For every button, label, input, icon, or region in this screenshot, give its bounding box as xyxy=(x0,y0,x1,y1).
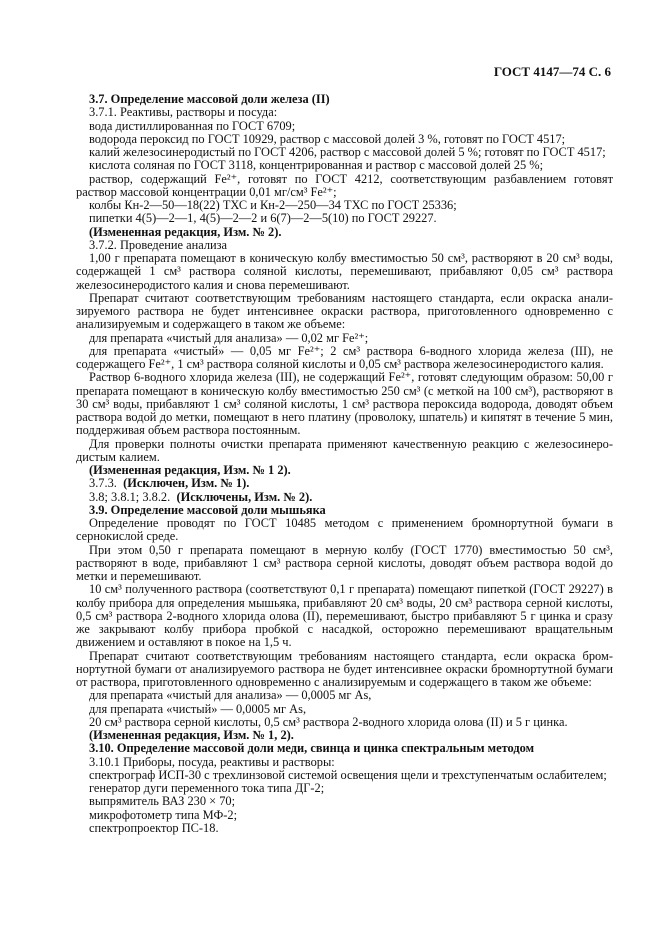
amendment-note: (Измененная редакция, Изм. № 2). xyxy=(89,224,282,239)
list-item: для препарата «чистый» — 0,05 мг Fe²⁺; 2 см³ раствора 6-водного хлорида железа (III), не содержащего Fe²⁺, 1 см³ раствора соляной кислоты и 0,05 см³ раствора железосинеродистого калия. xyxy=(76,343,613,371)
list-item: генератор дуги переменного тока типа ДГ-2; xyxy=(89,781,325,795)
list-item: кислота соляная по ГОСТ 3118, концентрированная и раствор с массовой долей 25 %; xyxy=(89,158,544,173)
paragraph: Раствор 6-водного хлорида железа (III), не содержащий Fe²⁺, готовят следующим образом: 50,00 г препарата помещают в коническую колбу вместимостью 250 см³ (с меткой на 100 см³), растворяют в 30 см³ воды, прибавляют 1 см³ соляной кислоты, 1 см³ раствора пероксида водорода, доводят объем раствора водой до метки, помещают в него платину (проволоку, шпатель) и кипятят в течение 5 мин, поддерживая объем раствора постоянным. xyxy=(76,370,613,438)
paragraph: Препарат считают соответствующим требованиям настоящего стандарта, если окраска анализируемого раствора не будет интенсивнее окраски раствора, приготовленного одновременно с анализируемым и содержащего в таком же объеме: xyxy=(76,290,613,332)
list-item: раствор, содержащий Fe²⁺, готовят по ГОСТ 4212, соответствующим разбавлением готовят раствор массовой концентрации 0,01 мг/см³ Fe²⁺; xyxy=(76,171,613,199)
paragraph: При этом 0,50 г препарата помещают в мерную колбу (ГОСТ 1770) вместимостью 50 см³, растворяют в воде, прибавляют 1 см³ раствора серной кислоты, доводят объем раствора водой до метки и перемешивают. xyxy=(76,542,613,583)
section-heading: 3.7. Определение массовой доли железа (II) xyxy=(89,92,330,106)
list-item: спектропроектор ПС-18. xyxy=(89,820,219,835)
amendment-note: (Измененная редакция, Изм. № 1, 2). xyxy=(89,728,294,742)
amendment-note: (Исключены, Изм. № 2). xyxy=(176,489,313,504)
document-body xyxy=(76,93,613,835)
list-item: 20 см³ раствора серной кислоты, 0,5 см³ раствора 2-водного хлорида олова (II) и 5 г цинка. xyxy=(89,714,568,729)
list-item: водорода пероксид по ГОСТ 10929, раствор с массовой долей 3 %, готовят по ГОСТ 4517; xyxy=(89,131,566,146)
paragraph xyxy=(76,491,613,504)
clause-number: 3.7.3. xyxy=(89,476,117,491)
list-item: вода дистиллированная по ГОСТ 6709; xyxy=(89,118,296,133)
paragraph: 1,00 г препарата помещают в коническую колбу вместимостью 50 см³, растворяют в 20 см³ воды, содержащей 1 см³ раствора соляной кислоты, перемешивают, прибавляют 0,05 см³ раствора железосинеродистого калия и снова перемешивают. xyxy=(76,251,613,292)
amendment-note: (Измененная редакция, Изм. № 1 2). xyxy=(89,463,291,477)
list-item: калий железосинеродистый по ГОСТ 4206, раствор с массовой долей 5 %; готовят по ГОСТ 4517; xyxy=(89,145,606,159)
clause-number: 3.8; 3.8.1; 3.8.2. xyxy=(89,489,171,504)
list-item: для препарата «чистый» — 0,0005 мг As, xyxy=(89,701,307,716)
list-item: колбы Кн-2—50—18(22) ТХС и Кн-2—250—34 ТХС по ГОСТ 25336; xyxy=(89,198,457,212)
section-heading: 3.9. Определение массовой доли мышьяка xyxy=(89,502,326,517)
list-item: спектрограф ИСП-30 с трехлинзовой системой освещения щели и трехступенчатым ослабителем; xyxy=(89,767,607,782)
section-heading: 3.10. Определение массовой доли меди, свинца и цинка спектральным методом xyxy=(89,741,535,756)
paragraph xyxy=(76,477,613,490)
list-item: для препарата «чистый для анализа» — 0,0005 мг As, xyxy=(89,688,372,703)
paragraph: 3.10.1 Приборы, посуда, реактивы и растворы: xyxy=(89,754,335,769)
list-item: для препарата «чистый для анализа» — 0,02 мг Fe²⁺; xyxy=(89,330,369,345)
paragraph: Для проверки полноты очистки препарата применяют качественную реакцию с железосинеродистым калием. xyxy=(76,436,613,464)
list-item: пипетки 4(5)—2—1, 4(5)—2—2 и 6(7)—2—5(10) по ГОСТ 29227. xyxy=(89,211,437,226)
list-item: выпрямитель ВАЗ 230 × 70; xyxy=(89,794,236,809)
paragraph: Определение проводят по ГОСТ 10485 методом с применением бромнортутной бумаги в сернокислой среде. xyxy=(76,516,613,544)
page-header: ГОСТ 4147—74 С. 6 xyxy=(493,64,611,79)
paragraph: 3.7.2. Проведение анализа xyxy=(89,237,228,252)
paragraph: Препарат считают соответствующим требованиям настоящего стандарта, если окраска бромнортутной бумаги от анализируемого раствора не будет интенсивнее окраски бромнортутной бумаги от раствора, приготовленного одновременно с анализируемым и содержащего в таком же объеме: xyxy=(76,648,613,689)
paragraph: 10 см³ полученного раствора (соответствуют 0,1 г препарата) помещают пипеткой (ГОСТ 29227) в колбу прибора для определения мышьяка, прибавляют 20 см³ воды, 20 см³ раствора серной кислоты, 0,5 см³ раствора 2-водного хлорида олова (II), перемешивают, быстро прибавляют 5 г цинка и сразу же закрывают колбу прибора пробкой с насадкой, осторожно перемешивают вращательным движением и оставляют в покое на 1,5 ч. xyxy=(76,582,613,650)
paragraph: 3.7.1. Реактивы, растворы и посуда: xyxy=(89,105,278,120)
amendment-note: (Исключен, Изм. № 1). xyxy=(123,476,250,491)
list-item: микрофотометр типа МФ-2; xyxy=(89,807,238,822)
